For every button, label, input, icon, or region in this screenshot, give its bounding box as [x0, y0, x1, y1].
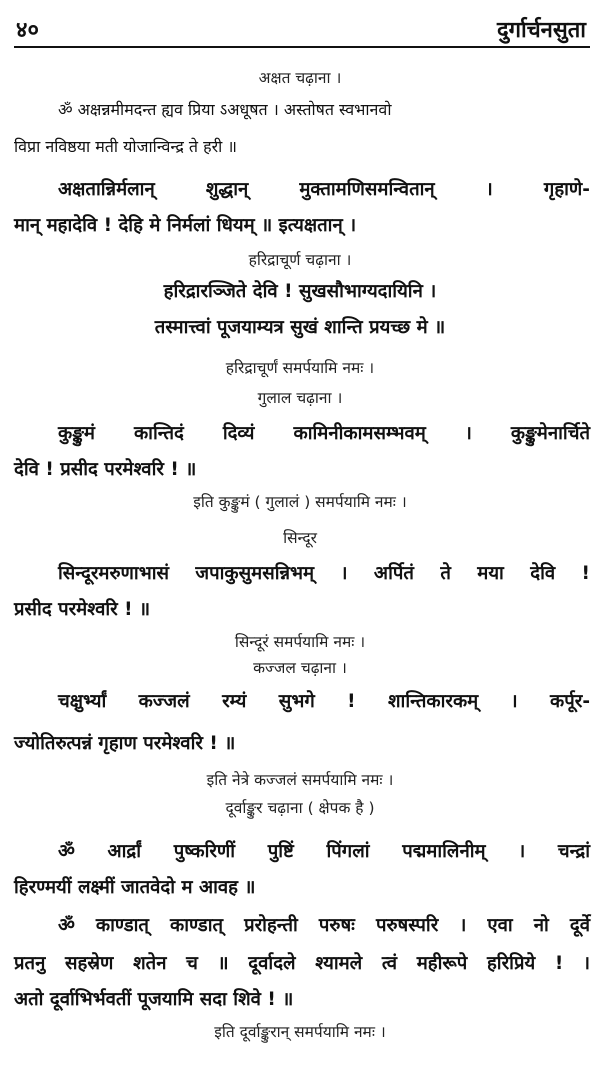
verse-line: हिरण्मयीं लक्ष्मीं जातवेदो म आवह ॥: [14, 877, 256, 898]
verse-line: अतो दूर्वाभिर्भवतीं पूजयामि सदा शिवे ! ॥: [14, 989, 294, 1010]
verse-line: ॐ अक्षन्नमीमदन्त ह्यव प्रिया ऽअधूषत । अस्तोषत स्वभानवो: [58, 100, 392, 119]
heading-akshat: अक्षत चढ़ाना ।: [258, 69, 342, 87]
verse-line: कुङ्कुमं कान्तिदं दिव्यं कामिनीकामसम्भवम् । कुङ्कुमेनार्चिते: [58, 423, 590, 444]
heading-gulal: गुलाल चढ़ाना ।: [257, 389, 343, 407]
offering-line: इति दूर्वाङ्कुरान् समर्पयामि नमः ।: [214, 1023, 386, 1041]
verse-line: ॐ आर्द्रां पुष्करिणीं पुष्टिं पिंगलां पद्ममालिनीम् । चन्द्रां: [58, 841, 590, 862]
verse-line: सिन्दूरमरुणाभासं जपाकुसुमसन्निभम् । अर्पितं ते मया देवि !: [58, 563, 590, 584]
page-number: ४०: [16, 18, 39, 43]
heading-haridra: हरिद्राचूर्ण चढ़ाना ।: [248, 251, 352, 269]
verse-line: ॐ काण्डात् काण्डात् प्ररोहन्ती परुषः परुषस्परि । एवा नो दूर्वे: [58, 915, 590, 936]
verse-line: ज्योतिरुत्पन्नं गृहाण परमेश्वरि ! ॥: [14, 733, 236, 754]
heading-durva: दूर्वाङ्कुर चढ़ाना ( क्षेपक है ): [225, 799, 375, 817]
offering-line: इति कुङ्कुमं ( गुलालं ) समर्पयामि नमः ।: [193, 493, 407, 511]
heading-kajjal: कज्जल चढ़ाना ।: [253, 659, 347, 677]
heading-sindoor: सिन्दूर: [283, 529, 317, 547]
verse-line: तस्मात्त्वां पूजयाम्यत्र सुखं शान्ति प्रयच्छ मे ॥: [154, 317, 446, 338]
verse-line: विप्रा नविष्ठया मती योजान्विन्द्र ते हरी ॥: [14, 137, 237, 156]
verse-line: प्रसीद परमेश्वरि ! ॥: [14, 599, 151, 620]
page-header: [14, 8, 590, 48]
verse-line: देवि ! प्रसीद परमेश्वरि ! ॥: [14, 459, 197, 480]
verse-line: चक्षुर्भ्यां कज्जलं रम्यं सुभगे ! शान्तिकारकम् । कर्पूर-: [58, 691, 590, 712]
verse-line: प्रतनु सहस्रेण शतेन च ॥ दूर्वादले श्यामले त्वं महीरूपे हरिप्रिये ! ।: [14, 953, 590, 974]
verse-line: हरिद्रारञ्जिते देवि ! सुखसौभाग्यदायिनि ।: [163, 281, 437, 302]
verse-line: अक्षतान्निर्मलान् शुद्धान् मुक्तामणिसमन्वितान् । गृहाणे-: [58, 179, 590, 200]
verse-line: मान् महादेवि ! देहि मे निर्मलां धियम् ॥ इत्यक्षतान् ।: [14, 215, 357, 236]
running-title: दुर्गार्चनसुता: [496, 18, 586, 43]
offering-line: इति नेत्रे कज्जलं समर्पयामि नमः ।: [206, 771, 394, 789]
offering-line: हरिद्राचूर्णं समर्पयामि नमः ।: [225, 359, 375, 377]
offering-line: सिन्दूरं समर्पयामि नमः ।: [234, 633, 366, 651]
